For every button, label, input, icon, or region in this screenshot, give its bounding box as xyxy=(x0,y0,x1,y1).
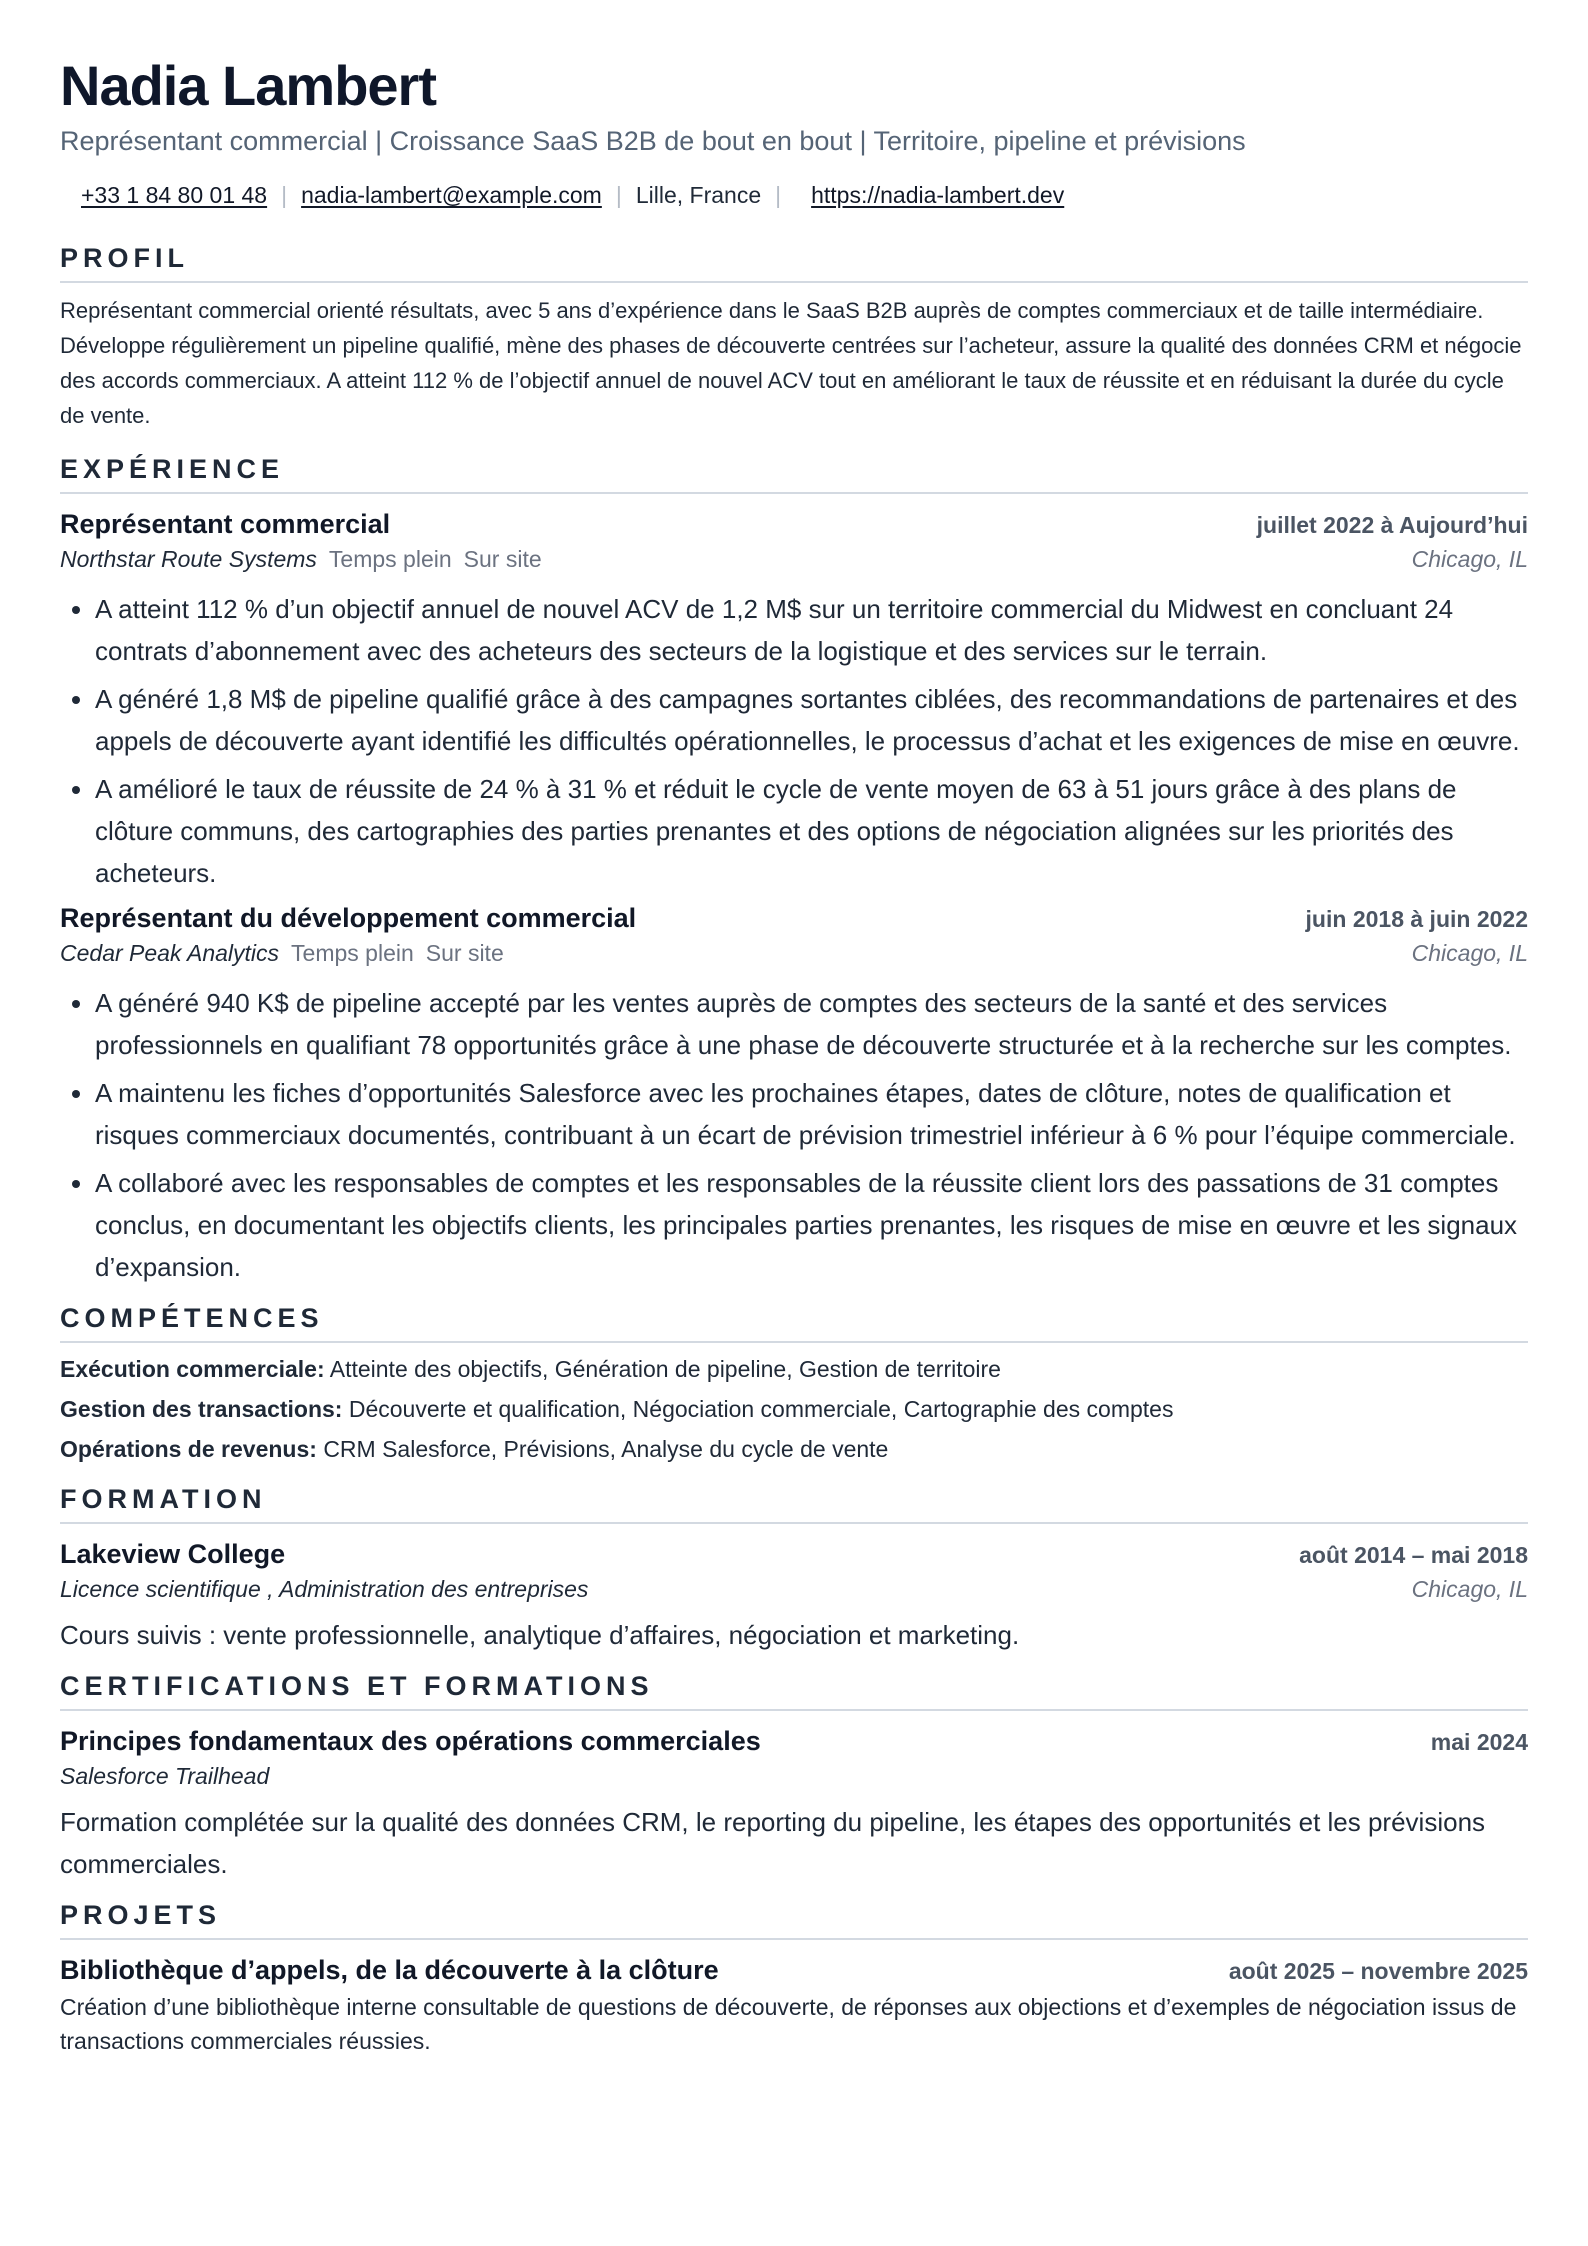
degree: Licence scientifique , Administration des entreprises xyxy=(60,1576,589,1602)
education-entry xyxy=(60,1536,1528,1656)
skill-value: CRM Salesforce, Prévisions, Analyse du cycle de vente xyxy=(323,1436,889,1462)
skill-row xyxy=(60,1389,1528,1429)
candidate-name: Nadia Lambert xyxy=(60,54,436,117)
job-location: Chicago, IL xyxy=(1411,546,1528,572)
certification-issuer: Salesforce Trailhead xyxy=(60,1763,270,1789)
experience-section xyxy=(60,451,1528,1288)
skill-value: Découverte et qualification, Négociation commerciale, Cartographie des comptes xyxy=(348,1396,1174,1422)
list-item: • A généré 940 K$ de pipeline accepté par les ventes auprès de comptes des secteurs de la santé et des services professionnels en qualifiant 78 opportunités grâce à une phase de découverte structurée et à la recherche sur les comptes. xyxy=(95,982,1528,1066)
job-dates: juin 2018 à juin 2022 xyxy=(1305,906,1528,932)
list-item: • A maintenu les fiches d’opportunités Salesforce avec les prochaines étapes, dates de clôture, notes de qualification et risques commerciaux documentés, contribuant à un écart de prévision trimestriel inférieur à 6 % pour l’équipe commerciale. xyxy=(95,1072,1528,1156)
employment-type: Temps plein xyxy=(328,546,452,572)
skills-section xyxy=(60,1300,1528,1469)
contact-separator: | xyxy=(775,182,782,208)
courses-text: Cours suivis : vente professionnelle, analytique d’affaires, négociation et marketing. xyxy=(60,1620,1020,1650)
job-bullets xyxy=(60,588,1528,894)
project-entry xyxy=(60,1952,1528,2058)
school-name: Lakeview College xyxy=(60,1539,286,1569)
section-title-experience: EXPÉRIENCE xyxy=(60,451,1528,494)
education-section xyxy=(60,1481,1528,1656)
work-mode: Sur site xyxy=(425,940,504,966)
profile-section xyxy=(60,240,1528,433)
skill-value: Atteinte des objectifs, Génération de pipeline, Gestion de territoire xyxy=(329,1356,1001,1382)
list-item: • A généré 1,8 M$ de pipeline qualifié grâce à des campagnes sortantes ciblées, des recommandations de partenaires et des appels de découverte ayant identifié les difficultés opérationnelles, le processus d’achat et les exigences de mise en œuvre. xyxy=(95,678,1528,762)
headline: Représentant commercial | Croissance SaaS B2B de bout en bout | Territoire, pipeline et prévisions xyxy=(60,126,1246,156)
job-title: Représentant du développement commercial xyxy=(60,903,637,933)
job-title: Représentant commercial xyxy=(60,509,391,539)
job-location: Chicago, IL xyxy=(1411,940,1528,966)
certification-date: mai 2024 xyxy=(1430,1729,1528,1755)
website-link[interactable]: https://nadia-lambert.dev xyxy=(811,182,1065,208)
certification-description: Formation complétée sur la qualité des données CRM, le reporting du pipeline, les étapes des opportunités et les prévisions commerciales. xyxy=(60,1807,1486,1879)
company-name: Cedar Peak Analytics xyxy=(60,940,280,966)
skill-row xyxy=(60,1349,1528,1389)
section-title-profile: PROFIL xyxy=(60,240,1528,283)
skill-row xyxy=(60,1429,1528,1469)
skill-label: Exécution commerciale: xyxy=(60,1356,325,1382)
list-item: • A collaboré avec les responsables de comptes et les responsables de la réussite client lors des passations de 31 comptes conclus, en documentant les objectifs clients, les principales parties prenantes, les risques de mise en œuvre et les signaux d’expansion. xyxy=(95,1162,1528,1288)
project-description: Création d’une bibliothèque interne consultable de questions de découverte, de réponses aux objections et d’exemples de négociation issus de transactions commerciales réussies. xyxy=(60,1994,1517,2054)
work-mode: Sur site xyxy=(463,546,542,572)
job-entry xyxy=(60,900,1528,1288)
contact-separator: | xyxy=(615,182,622,208)
project-dates: août 2025 – novembre 2025 xyxy=(1228,1958,1528,1984)
phone-link[interactable]: +33 1 84 80 01 48 xyxy=(81,182,268,208)
project-name: Bibliothèque d’appels, de la découverte à la clôture xyxy=(60,1955,719,1985)
job-bullets xyxy=(60,982,1528,1288)
skill-label: Opérations de revenus: xyxy=(60,1436,317,1462)
certifications-section xyxy=(60,1668,1528,1885)
projects-section xyxy=(60,1897,1528,2058)
section-title-projects: PROJETS xyxy=(60,1897,1528,1940)
section-title-certifications: CERTIFICATIONS ET FORMATIONS xyxy=(60,1668,1528,1711)
education-dates: août 2014 – mai 2018 xyxy=(1299,1542,1528,1568)
profile-text: Représentant commercial orienté résultats, avec 5 ans d’expérience dans le SaaS B2B auprès de comptes commerciaux et de taille intermédiaire. Développe régulièrement un pipeline qualifié, mène des phases de découverte centrées sur l’acheteur, assure la qualité des données CRM et négocie des accords commerciaux. A atteint 112 % de l’objectif annuel de nouvel ACV tout en améliorant le taux de réussite et en réduisant la durée du cycle de vente. xyxy=(60,298,1522,428)
location-text: Lille, France xyxy=(635,182,762,208)
job-dates: juillet 2022 à Aujourd’hui xyxy=(1256,512,1528,538)
education-location: Chicago, IL xyxy=(1411,1576,1528,1602)
list-item: • A atteint 112 % d’un objectif annuel de nouvel ACV de 1,2 M$ sur un territoire commercial du Midwest en concluant 24 contrats d’abonnement avec des acheteurs des secteurs de la logistique et des services sur le terrain. xyxy=(95,588,1528,672)
certification-name: Principes fondamentaux des opérations commerciales xyxy=(60,1726,761,1756)
section-title-education: FORMATION xyxy=(60,1481,1528,1524)
employment-type: Temps plein xyxy=(291,940,414,966)
section-title-skills: COMPÉTENCES xyxy=(60,1300,1528,1343)
company-name: Northstar Route Systems xyxy=(60,546,317,572)
skill-label: Gestion des transactions: xyxy=(60,1396,343,1422)
contact-separator: | xyxy=(281,182,288,208)
resume-page xyxy=(60,52,1528,2058)
certification-entry xyxy=(60,1723,1528,1885)
list-item: • A amélioré le taux de réussite de 24 % à 31 % et réduit le cycle de vente moyen de 63 à 51 jours grâce à des plans de clôture communs, des cartographies des parties prenantes et des options de négociation alignées sur les priorités des acheteurs. xyxy=(95,768,1528,894)
contact-bar xyxy=(60,180,1528,210)
job-entry xyxy=(60,506,1528,894)
email-link[interactable]: nadia-lambert@example.com xyxy=(301,182,602,208)
